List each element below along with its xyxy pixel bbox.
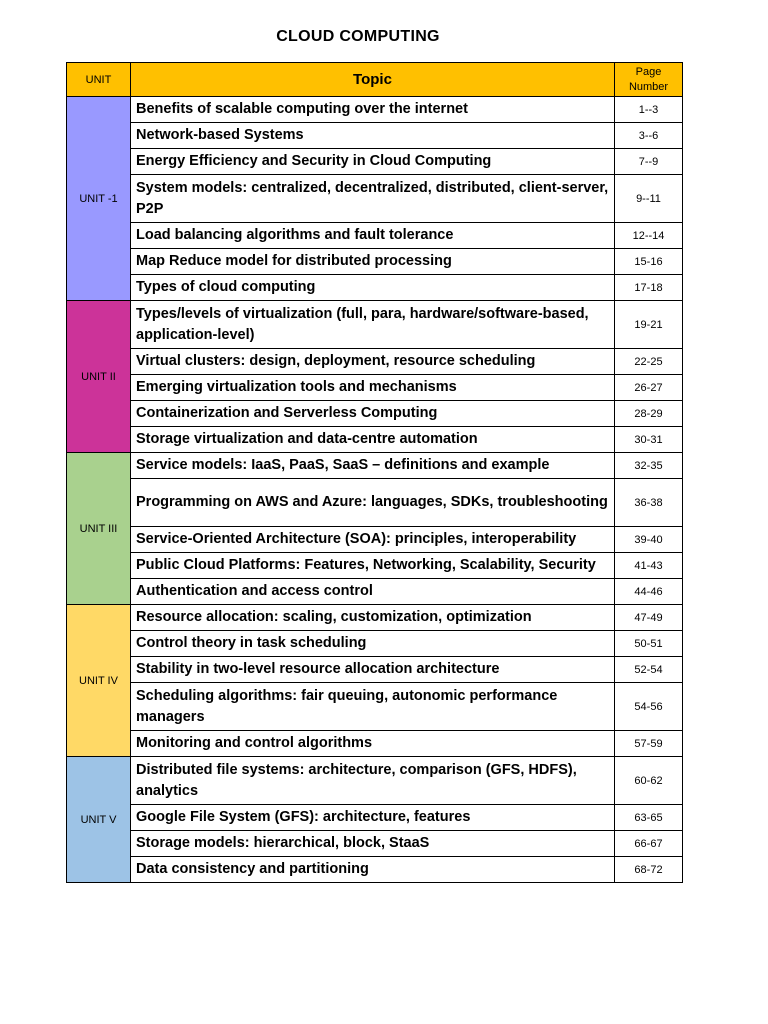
table-row bbox=[67, 453, 683, 479]
table-row bbox=[67, 123, 683, 149]
topic-cell: Network-based Systems bbox=[131, 123, 615, 149]
syllabus-table bbox=[66, 62, 683, 883]
unit-cell: UNIT -1 bbox=[67, 97, 131, 301]
topic-cell: Map Reduce model for distributed processing bbox=[131, 249, 615, 275]
table-row bbox=[67, 857, 683, 883]
topic-cell: Types/levels of virtualization (full, para, hardware/software-based, application-level) bbox=[131, 301, 615, 349]
page-cell: 52-54 bbox=[615, 657, 683, 683]
header-unit: UNIT bbox=[67, 63, 131, 97]
topic-cell: Virtual clusters: design, deployment, resource scheduling bbox=[131, 349, 615, 375]
table-row bbox=[67, 553, 683, 579]
topic-cell: Distributed file systems: architecture, comparison (GFS, HDFS), analytics bbox=[131, 757, 615, 805]
topic-cell: Control theory in task scheduling bbox=[131, 631, 615, 657]
table-row bbox=[67, 631, 683, 657]
document-title: CLOUD COMPUTING bbox=[276, 28, 440, 45]
table-row bbox=[67, 657, 683, 683]
table-row bbox=[67, 683, 683, 731]
table-row bbox=[67, 301, 683, 349]
header-page-line1: Page bbox=[635, 65, 662, 78]
topic-cell: Authentication and access control bbox=[131, 579, 615, 605]
topic-cell: Stability in two-level resource allocation architecture bbox=[131, 657, 615, 683]
table-row bbox=[67, 175, 683, 223]
header-topic: Topic bbox=[131, 63, 615, 97]
page-cell: 3--6 bbox=[615, 123, 683, 149]
topic-cell: Containerization and Serverless Computing bbox=[131, 401, 615, 427]
topic-cell: Storage virtualization and data-centre automation bbox=[131, 427, 615, 453]
header-page-number bbox=[615, 63, 683, 97]
page-cell: 1--3 bbox=[615, 97, 683, 123]
topic-cell: Energy Efficiency and Security in Cloud Computing bbox=[131, 149, 615, 175]
page-cell: 17-18 bbox=[615, 275, 683, 301]
table-row bbox=[67, 527, 683, 553]
page-cell: 44-46 bbox=[615, 579, 683, 605]
table-row bbox=[67, 223, 683, 249]
page-cell: 19-21 bbox=[615, 301, 683, 349]
page-cell: 7--9 bbox=[615, 149, 683, 175]
page-cell: 30-31 bbox=[615, 427, 683, 453]
table-row bbox=[67, 401, 683, 427]
table-row bbox=[67, 275, 683, 301]
table-row bbox=[67, 375, 683, 401]
table-row bbox=[67, 757, 683, 805]
page-cell: 54-56 bbox=[615, 683, 683, 731]
page-cell: 41-43 bbox=[615, 553, 683, 579]
topic-cell: Emerging virtualization tools and mechanisms bbox=[131, 375, 615, 401]
table-row bbox=[67, 805, 683, 831]
header-page-line2: Number bbox=[628, 80, 669, 93]
page-cell: 32-35 bbox=[615, 453, 683, 479]
page-cell: 28-29 bbox=[615, 401, 683, 427]
topic-cell: Google File System (GFS): architecture, features bbox=[131, 805, 615, 831]
table-row bbox=[67, 349, 683, 375]
unit-cell: UNIT III bbox=[67, 453, 131, 605]
page-cell: 63-65 bbox=[615, 805, 683, 831]
page-cell: 36-38 bbox=[615, 479, 683, 527]
unit-cell: UNIT V bbox=[67, 757, 131, 883]
table-header-row bbox=[67, 63, 683, 97]
page-cell: 9--11 bbox=[615, 175, 683, 223]
unit-cell: UNIT IV bbox=[67, 605, 131, 757]
page-cell: 26-27 bbox=[615, 375, 683, 401]
page-cell: 12--14 bbox=[615, 223, 683, 249]
topic-cell: System models: centralized, decentralized, distributed, client-server, P2P bbox=[131, 175, 615, 223]
table-row bbox=[67, 149, 683, 175]
table-row bbox=[67, 731, 683, 757]
topic-cell: Service models: IaaS, PaaS, SaaS – definitions and example bbox=[131, 453, 615, 479]
page-cell: 47-49 bbox=[615, 605, 683, 631]
topic-cell: Public Cloud Platforms: Features, Networking, Scalability, Security bbox=[131, 553, 615, 579]
table-row bbox=[67, 831, 683, 857]
page-cell: 15-16 bbox=[615, 249, 683, 275]
table-row bbox=[67, 97, 683, 123]
topic-cell: Types of cloud computing bbox=[131, 275, 615, 301]
page-cell: 39-40 bbox=[615, 527, 683, 553]
page-cell: 60-62 bbox=[615, 757, 683, 805]
topic-cell: Service-Oriented Architecture (SOA): principles, interoperability bbox=[131, 527, 615, 553]
topic-cell: Programming on AWS and Azure: languages, SDKs, troubleshooting bbox=[131, 479, 615, 527]
topic-cell: Storage models: hierarchical, block, StaaS bbox=[131, 831, 615, 857]
page-cell: 68-72 bbox=[615, 857, 683, 883]
topic-cell: Scheduling algorithms: fair queuing, autonomic performance managers bbox=[131, 683, 615, 731]
table-row bbox=[67, 249, 683, 275]
table-row bbox=[67, 605, 683, 631]
topic-cell: Load balancing algorithms and fault tolerance bbox=[131, 223, 615, 249]
topic-cell: Resource allocation: scaling, customization, optimization bbox=[131, 605, 615, 631]
table-row bbox=[67, 427, 683, 453]
page-cell: 22-25 bbox=[615, 349, 683, 375]
unit-cell: UNIT II bbox=[67, 301, 131, 453]
page-cell: 57-59 bbox=[615, 731, 683, 757]
topic-cell: Monitoring and control algorithms bbox=[131, 731, 615, 757]
table-row bbox=[67, 579, 683, 605]
page-cell: 50-51 bbox=[615, 631, 683, 657]
topic-cell: Data consistency and partitioning bbox=[131, 857, 615, 883]
page-cell: 66-67 bbox=[615, 831, 683, 857]
table-row bbox=[67, 479, 683, 527]
topic-cell: Benefits of scalable computing over the internet bbox=[131, 97, 615, 123]
